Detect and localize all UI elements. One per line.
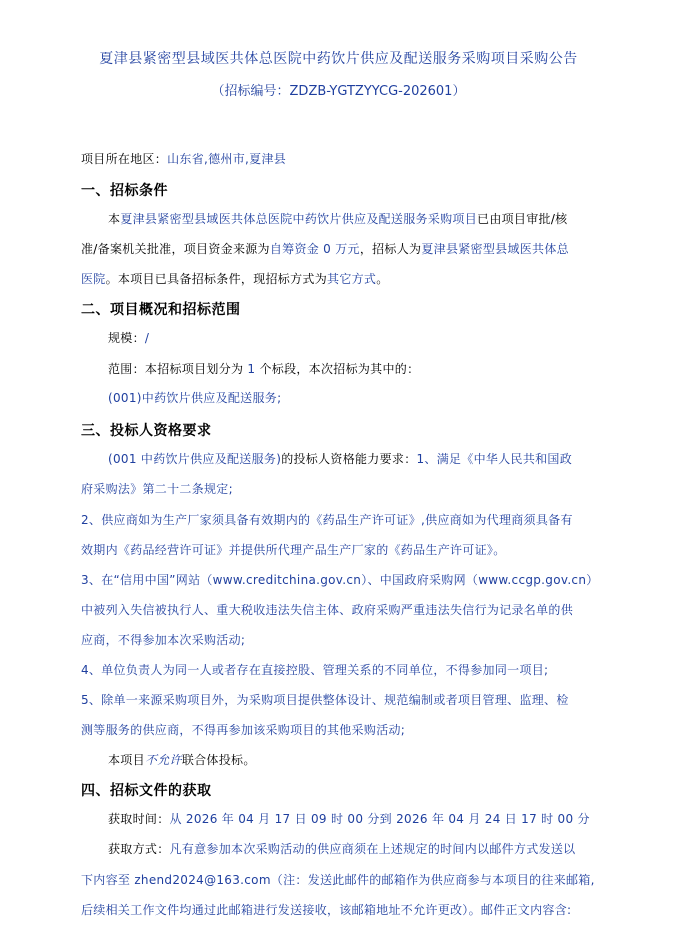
page-title: 夏津县紧密型县域医共体总医院中药饮片供应及配送服务采购项目采购公告	[99, 51, 578, 67]
method-label: 获取方式：	[108, 842, 170, 856]
tender-method: 其它方式	[327, 272, 377, 286]
fund-source: 自筹资金 0 万元	[269, 242, 360, 256]
time-value: 从 2026 年 04 月 17 日 09 时 00 分到 2026 年 04 月 24 日 17 时 00 分	[169, 812, 590, 826]
text: 已由项目审批/核	[477, 212, 568, 226]
requirement-1: 1、满足《中华人民共和国政	[416, 452, 573, 466]
consortium-line	[108, 752, 256, 768]
section2-heading: 二、项目概况和招标范围	[81, 302, 241, 318]
section1-line3	[81, 271, 389, 287]
section1-heading: 一、招标条件	[81, 183, 168, 199]
qual-item3-line2: 中被列入失信被执行人、重大税收违法失信主体、政府采购严重违法失信行为记录名单的供	[81, 603, 574, 617]
consortium-status: 不允许	[144, 753, 182, 767]
qual-item5-line1: 5、除单一来源采购项目外，为采购项目提供整体设计、规范编制或者项目管理、监理、检	[81, 693, 569, 707]
lot-count: 1	[243, 362, 260, 376]
qual-item3-line3: 应商，不得参加本次采购活动;	[81, 633, 246, 647]
text: ，招标人为	[359, 242, 422, 256]
qual-item2-line2: 效期内《药品经营许可证》并提供所代理产品生产厂家的《药品生产许可证》。	[81, 543, 506, 557]
tenderer-end: 医院	[81, 272, 106, 286]
acquire-method-line1	[108, 841, 575, 857]
text: 准/备案机关批准，项目资金来源为	[81, 242, 270, 256]
text: 本项目	[108, 753, 145, 767]
scale-value: /	[144, 331, 150, 345]
location-line	[81, 151, 286, 167]
section4-heading: 四、招标文件的获取	[81, 783, 212, 799]
qual-item2-line1: 2、供应商如为生产厂家须具备有效期内的《药品生产许可证》,供应商如为代理商须具备有	[81, 513, 573, 527]
qual-item5-line2: 测等服务的供应商，不得再参加该采购项目的其他采购活动;	[81, 723, 406, 737]
bid-number: （招标编号：ZDZB-YGTZYYCG-202601）	[211, 84, 466, 99]
text: 联合体投标。	[181, 753, 256, 767]
method-value: 凡有意参加本次采购活动的供应商须在上述规定的时间内以邮件方式发送以	[169, 842, 576, 856]
text: 个标段，本次招标为其中的：	[259, 362, 420, 376]
text: 范围：本招标项目划分为	[108, 362, 244, 376]
qual-line1	[108, 451, 572, 467]
lot-line: (001)中药饮片供应及配送服务;	[108, 391, 282, 405]
scale-label: 规模：	[108, 331, 145, 345]
section3-heading: 三、投标人资格要求	[81, 423, 212, 439]
acquire-method-line3: 后续相关工作文件均通过此邮箱进行发送接收，该邮箱地址不允许更改）。邮件正文内容含:	[81, 903, 572, 917]
text: 的投标人资格能力要求：	[281, 452, 417, 466]
section1-line2	[81, 241, 569, 257]
location-value: 山东省,德州市,夏津县	[167, 152, 287, 166]
qual-item4: 4、单位负责人为同一人或者存在直接控股、管理关系的不同单位，不得参加同一项目;	[81, 663, 549, 677]
acquire-time-line	[108, 811, 590, 827]
scale-line	[108, 330, 149, 346]
tenderer: 夏津县紧密型县域医共体总	[421, 242, 569, 256]
section1-line1	[108, 211, 567, 227]
acquire-method-line2: 下内容至 zhend2024@163.com（注：发送此邮件的邮箱作为供应商参与本项目的往来邮箱,	[81, 873, 595, 887]
time-label: 获取时间：	[108, 812, 170, 826]
text: 。本项目已具备招标条件，现招标方式为	[105, 272, 328, 286]
text: 本	[108, 212, 121, 226]
scope-line	[108, 361, 419, 377]
qual-item3-line1: 3、在“信用中国”网站（www.creditchina.gov.cn）、中国政府采购网（www.ccgp.gov.cn）	[81, 573, 599, 587]
project-name: 夏津县紧密型县域医共体总医院中药饮片供应及配送服务采购项目	[120, 212, 478, 226]
location-label: 项目所在地区：	[81, 152, 168, 166]
text: 。	[376, 272, 389, 286]
lot-name: (001 中药饮片供应及配送服务)	[108, 452, 282, 466]
qual-line2: 府采购法》第二十二条规定;	[81, 482, 233, 496]
